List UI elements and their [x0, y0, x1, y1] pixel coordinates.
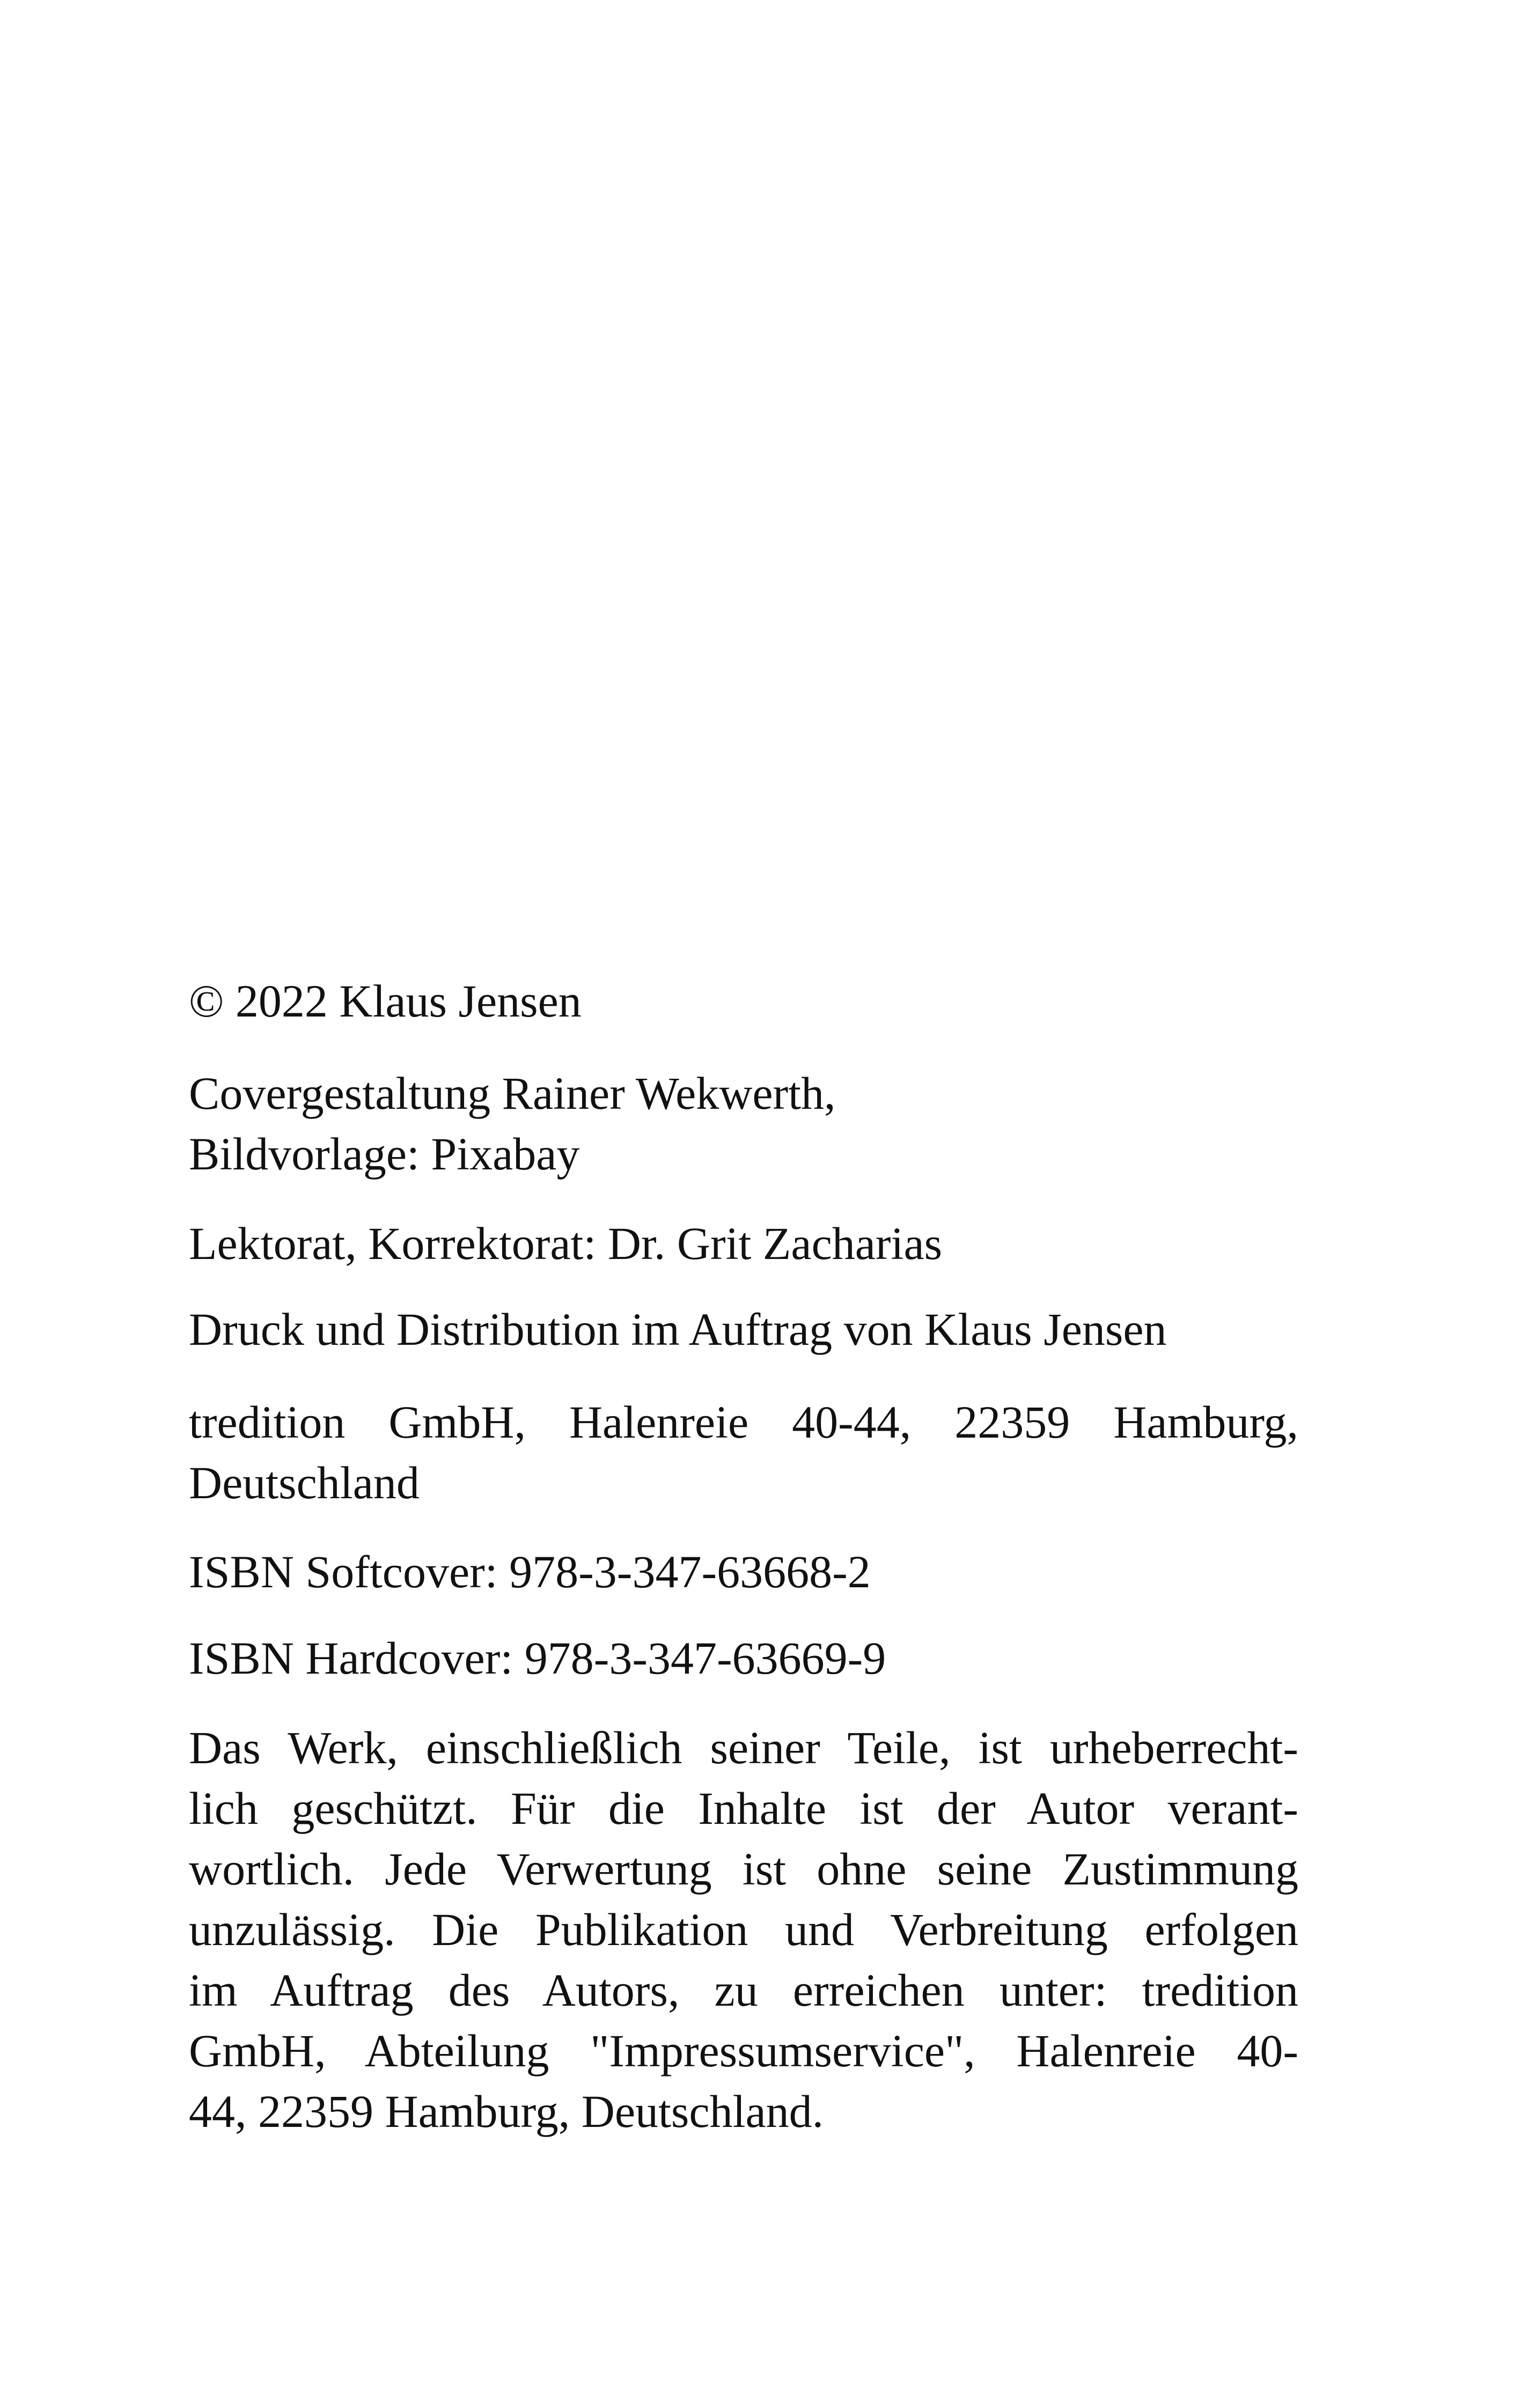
cover-design-text: Covergestaltung Rainer Wekwerth, [189, 1067, 836, 1119]
editing-credit [189, 1213, 942, 1274]
copyright-legal-notice [189, 1718, 1298, 2142]
isbn-hardcover [189, 1628, 886, 1689]
legal-line: im Auftrag des Autors, zu erreichen unter: tredition [189, 1964, 1298, 2016]
publisher-address-line-1: tredition GmbH, Halenreie 40-44, 22359 Hamburg, [189, 1396, 1298, 1448]
editing-text: Lektorat, Korrektorat: Dr. Grit Zacharias [189, 1218, 943, 1269]
legal-line: lich geschützt. Für die Inhalte ist der Autor verant- [189, 1783, 1298, 1834]
legal-line: GmbH, Abteilung "Impressumservice", Halenreie 40- [189, 2025, 1298, 2076]
legal-line: unzulässig. Die Publikation und Verbreitung erfolgen [189, 1904, 1298, 1955]
copyright-notice [189, 971, 582, 1032]
print-distribution-text: Druck und Distribution im Auftrag von Klaus Jensen [189, 1304, 1167, 1355]
cover-credit [189, 1063, 836, 1184]
legal-line: Das Werk, einschließlich seiner Teile, ist urheberrecht- [189, 1722, 1298, 1773]
isbn-hardcover-text: ISBN Hardcover: 978-3-347-63669-9 [189, 1632, 886, 1684]
print-distribution-credit [189, 1299, 1167, 1360]
legal-line: 44, 22359 Hamburg, Deutschland. [189, 2086, 824, 2137]
isbn-softcover [189, 1542, 871, 1602]
publisher-address-line-2: Deutschland [189, 1457, 420, 1508]
copyright-text: © 2022 Klaus Jensen [189, 975, 582, 1027]
publisher-address [189, 1392, 1298, 1513]
image-source-text: Bildvorlage: Pixabay [189, 1128, 580, 1180]
legal-line: wortlich. Jede Verwertung ist ohne seine Zustimmung [189, 1843, 1298, 1895]
isbn-softcover-text: ISBN Softcover: 978-3-347-63668-2 [189, 1546, 871, 1597]
